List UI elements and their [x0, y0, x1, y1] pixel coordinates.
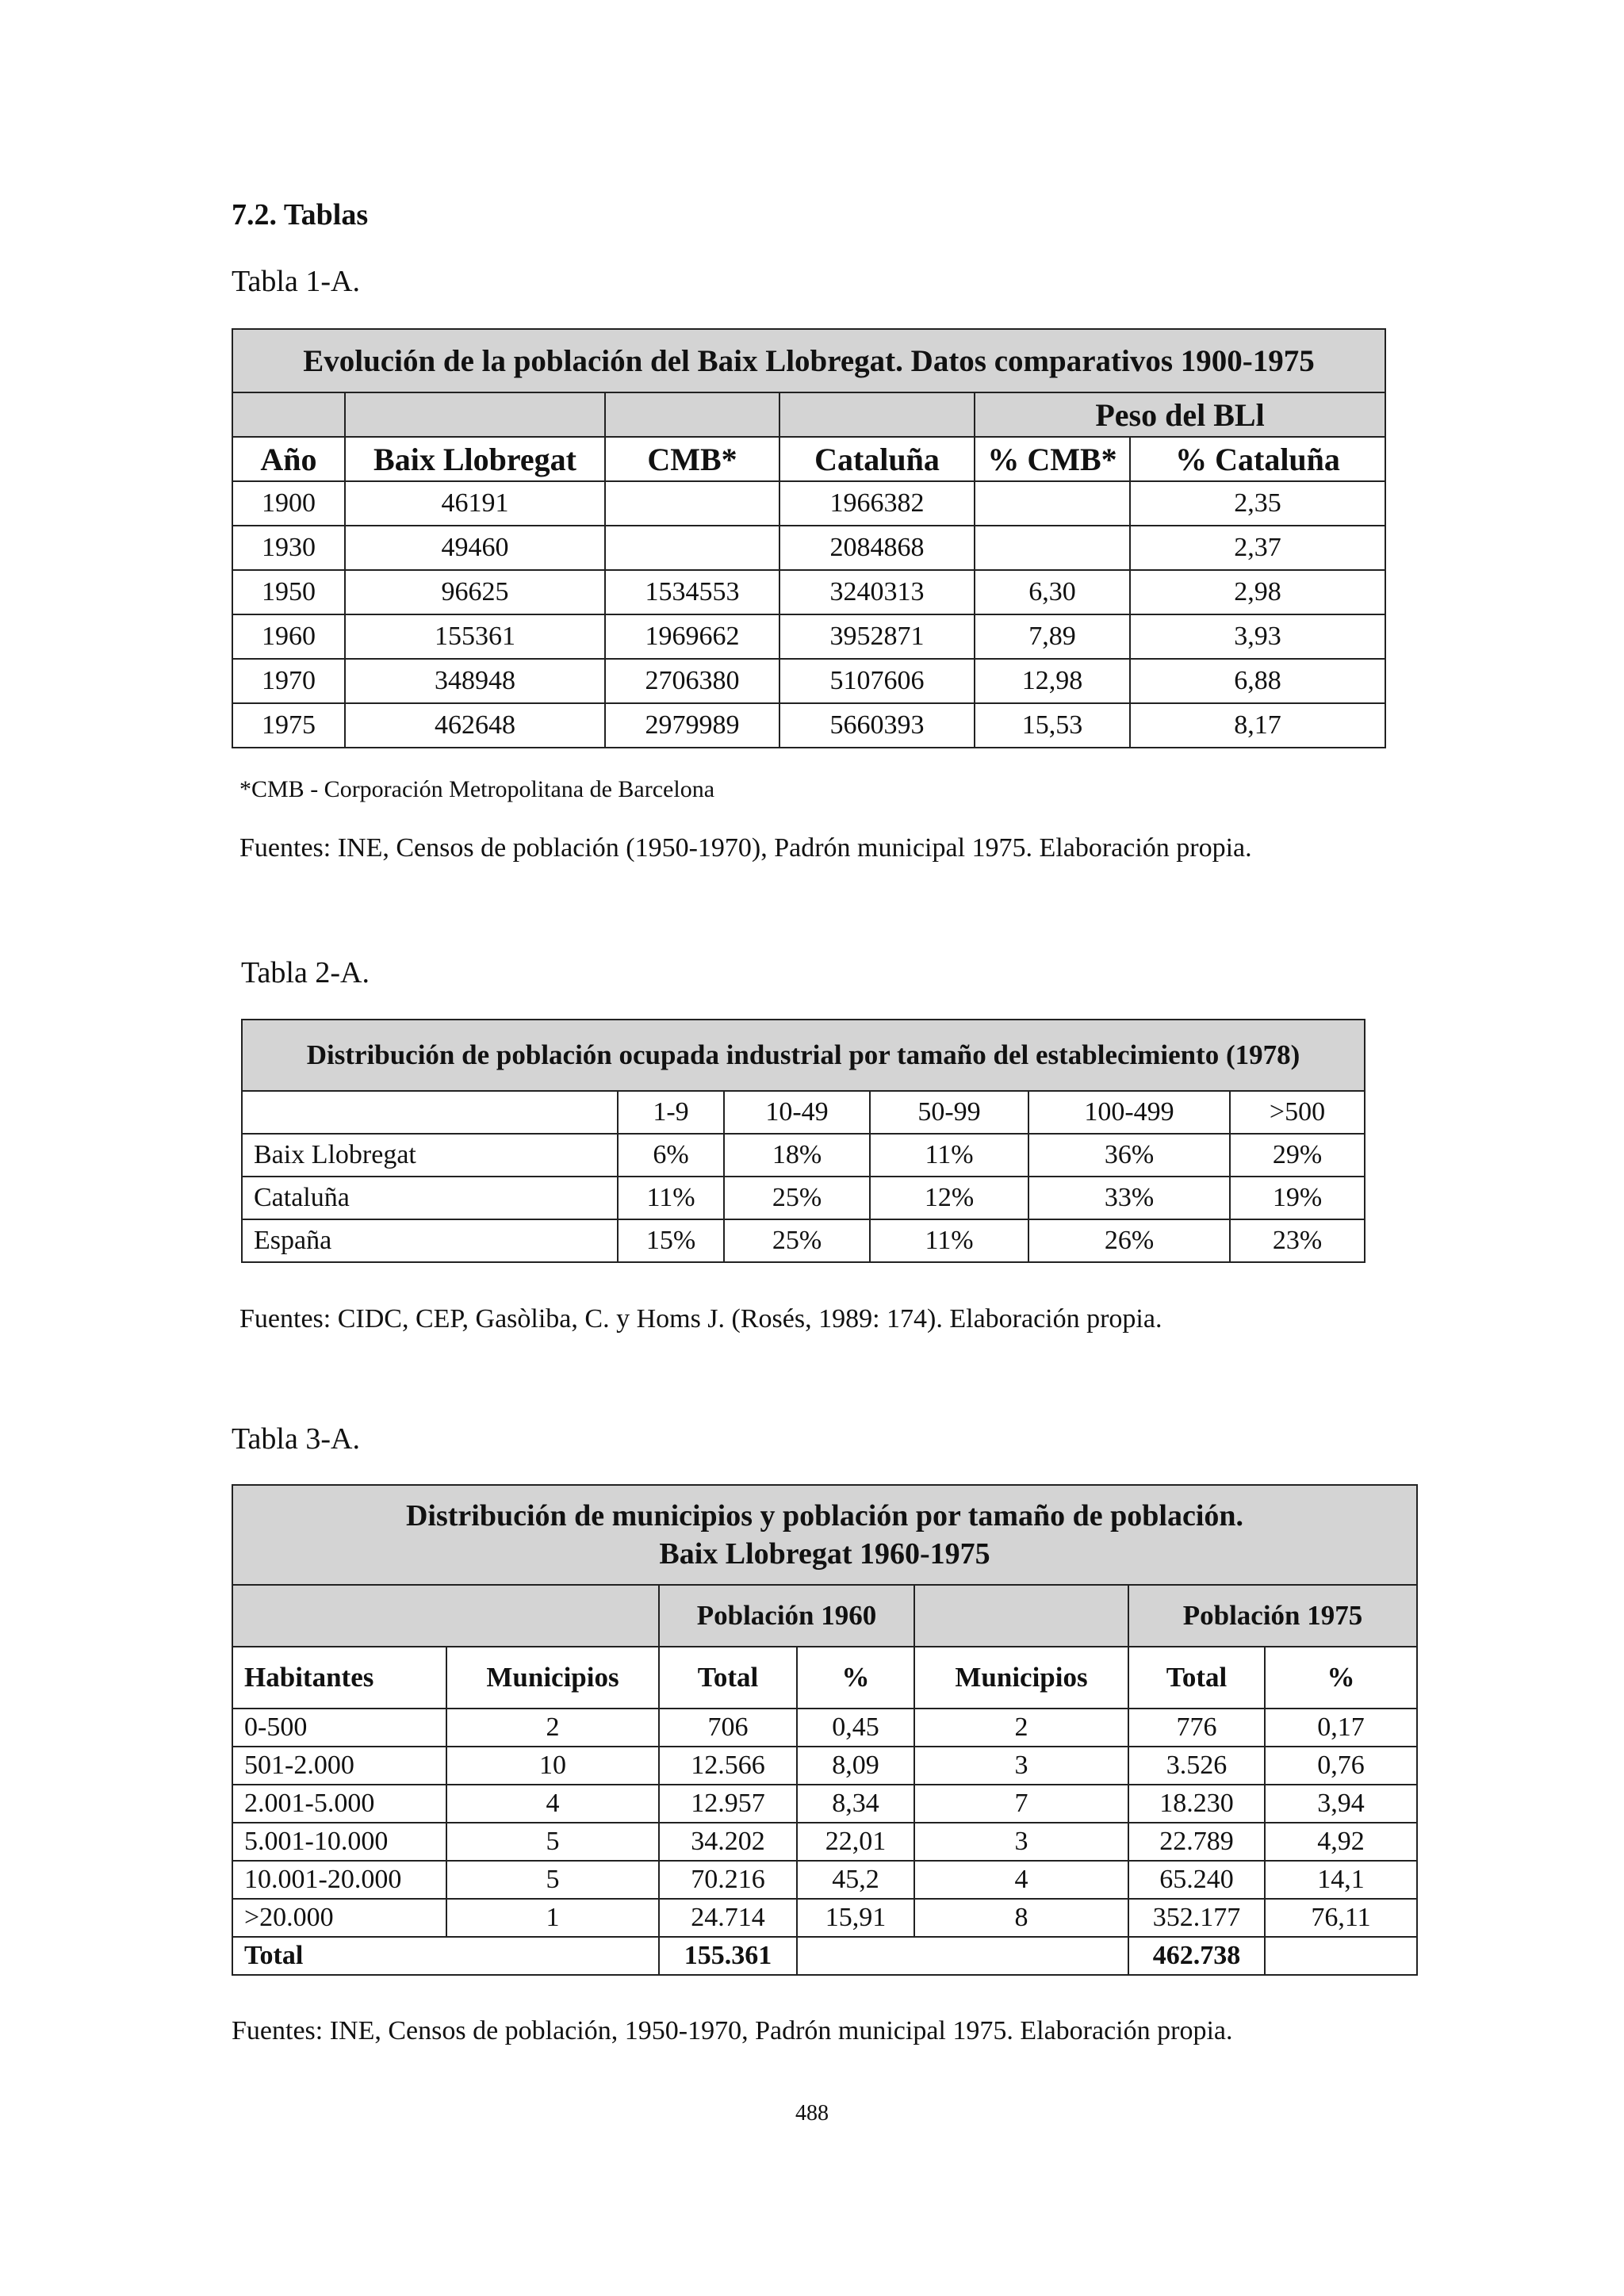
table-cell: 22,01 — [797, 1823, 914, 1861]
table3-group-1975: Población 1975 — [1128, 1585, 1417, 1647]
table-cell: 11% — [870, 1219, 1028, 1262]
table-cell: 348948 — [345, 659, 605, 703]
table1-column-header: Cataluña — [779, 437, 975, 481]
table1-header-empty — [779, 392, 975, 437]
table-cell: 0,76 — [1265, 1747, 1417, 1785]
table-cell — [975, 481, 1130, 526]
table-row-label: 2.001-5.000 — [232, 1785, 446, 1823]
table-cell: 22.789 — [1128, 1823, 1265, 1861]
table-cell: 5660393 — [779, 703, 975, 748]
table3-column-header: Municipios — [446, 1647, 659, 1709]
table-row-label: 0-500 — [232, 1709, 446, 1747]
table2-header-empty — [242, 1091, 618, 1134]
table-cell: 12.957 — [659, 1785, 797, 1823]
table3-caption-line1: Distribución de municipios y población por tamaño de población. — [405, 1499, 1244, 1533]
table-cell: 1950 — [232, 570, 345, 614]
table-cell: 2,98 — [1130, 570, 1385, 614]
table-total-row — [232, 1937, 1417, 1975]
table1-column-header: Año — [232, 437, 345, 481]
page-number: 488 — [795, 2101, 829, 2126]
table-row-label: España — [242, 1219, 618, 1262]
table-row-label: 5.001-10.000 — [232, 1823, 446, 1861]
table-cell: 46191 — [345, 481, 605, 526]
table-cell: 18% — [724, 1134, 870, 1177]
table-cell: 70.216 — [659, 1861, 797, 1899]
table-cell: 1975 — [232, 703, 345, 748]
table-row-label: Baix Llobregat — [242, 1134, 618, 1177]
table-row-label: 501-2.000 — [232, 1747, 446, 1785]
table-cell: 49460 — [345, 526, 605, 570]
table-row — [232, 1899, 1417, 1937]
table-cell: 7 — [914, 1785, 1128, 1823]
table1-caption: Evolución de la población del Baix Llobregat. Datos comparativos 1900-1975 — [232, 329, 1385, 392]
table-row-label: >20.000 — [232, 1899, 446, 1937]
table-cell: 18.230 — [1128, 1785, 1265, 1823]
table-cell: 1534553 — [605, 570, 779, 614]
table-cell: 3 — [914, 1747, 1128, 1785]
table3-column-header: Total — [1128, 1647, 1265, 1709]
table-cell: 3952871 — [779, 614, 975, 659]
table-cell: 6,30 — [975, 570, 1130, 614]
table3-column-header: % — [1265, 1647, 1417, 1709]
table-cell: 1930 — [232, 526, 345, 570]
table1-note: *CMB - Corporación Metropolitana de Barcelona — [239, 776, 715, 802]
table1-source: Fuentes: INE, Censos de población (1950-1970), Padrón municipal 1975. Elaboración propia. — [239, 833, 1252, 863]
table-row-label: 10.001-20.000 — [232, 1861, 446, 1899]
table-row — [232, 1709, 1417, 1747]
table-row — [242, 1219, 1365, 1262]
table-cell: 76,11 — [1265, 1899, 1417, 1937]
table3-header-empty — [914, 1585, 1128, 1647]
table3-total-empty — [1265, 1937, 1417, 1975]
table2-column-header: >500 — [1230, 1091, 1365, 1134]
table-cell: 8 — [914, 1899, 1128, 1937]
table1-group-header: Peso del BLl — [975, 392, 1385, 437]
table-cell: 4 — [446, 1785, 659, 1823]
table-cell: 5107606 — [779, 659, 975, 703]
table-cell: 36% — [1028, 1134, 1230, 1177]
table2-caption: Distribución de población ocupada industrial por tamaño del establecimiento (1978) — [242, 1020, 1365, 1091]
table-cell: 45,2 — [797, 1861, 914, 1899]
table3-total-1960: 155.361 — [659, 1937, 797, 1975]
table-cell: 15% — [618, 1219, 724, 1262]
table-cell: 19% — [1230, 1177, 1365, 1219]
table-row — [232, 703, 1385, 748]
table1-header-empty — [605, 392, 779, 437]
table-cell: 1 — [446, 1899, 659, 1937]
table-cell: 65.240 — [1128, 1861, 1265, 1899]
table-cell: 11% — [870, 1134, 1028, 1177]
table-cell: 2979989 — [605, 703, 779, 748]
table1 — [232, 328, 1386, 748]
table-row — [242, 1177, 1365, 1219]
table-row — [232, 614, 1385, 659]
table2-column-header: 50-99 — [870, 1091, 1028, 1134]
table3-caption — [232, 1485, 1417, 1585]
table3-caption-line2: Baix Llobregat 1960-1975 — [659, 1537, 990, 1571]
table-cell: 2 — [446, 1709, 659, 1747]
table-cell: 1969662 — [605, 614, 779, 659]
table-cell: 1966382 — [779, 481, 975, 526]
table3-total-empty — [797, 1937, 1128, 1975]
table-cell: 15,53 — [975, 703, 1130, 748]
table-cell: 5 — [446, 1823, 659, 1861]
table2-column-header: 100-499 — [1028, 1091, 1230, 1134]
table-cell: 352.177 — [1128, 1899, 1265, 1937]
table3-label: Tabla 3-A. — [232, 1422, 360, 1456]
table3-total-1975: 462.738 — [1128, 1937, 1265, 1975]
table-cell: 8,17 — [1130, 703, 1385, 748]
table1-column-header: Baix Llobregat — [345, 437, 605, 481]
table-cell: 14,1 — [1265, 1861, 1417, 1899]
table-cell: 2,35 — [1130, 481, 1385, 526]
table1-header-empty — [345, 392, 605, 437]
table3-column-header: Habitantes — [232, 1647, 446, 1709]
table-cell: 1900 — [232, 481, 345, 526]
table-cell: 2,37 — [1130, 526, 1385, 570]
table-cell: 3.526 — [1128, 1747, 1265, 1785]
table-cell: 25% — [724, 1219, 870, 1262]
table-row-label: Cataluña — [242, 1177, 618, 1219]
table-cell: 12,98 — [975, 659, 1130, 703]
table-cell: 26% — [1028, 1219, 1230, 1262]
table-row — [232, 526, 1385, 570]
table-cell: 0,45 — [797, 1709, 914, 1747]
table3-group-1960: Población 1960 — [659, 1585, 914, 1647]
table-row — [232, 1823, 1417, 1861]
table-cell: 776 — [1128, 1709, 1265, 1747]
table2-column-header: 1-9 — [618, 1091, 724, 1134]
table-cell: 0,17 — [1265, 1709, 1417, 1747]
table-row — [232, 481, 1385, 526]
table1-column-header: CMB* — [605, 437, 779, 481]
table1-header-empty — [232, 392, 345, 437]
table-cell: 3 — [914, 1823, 1128, 1861]
table-cell: 6% — [618, 1134, 724, 1177]
table-row — [242, 1134, 1365, 1177]
table2-source: Fuentes: CIDC, CEP, Gasòliba, C. y Homs J. (Rosés, 1989: 174). Elaboración propia. — [239, 1304, 1162, 1334]
table-cell: 11% — [618, 1177, 724, 1219]
table-cell: 155361 — [345, 614, 605, 659]
table-row — [232, 659, 1385, 703]
table1-label: Tabla 1-A. — [232, 265, 360, 298]
table-cell: 8,34 — [797, 1785, 914, 1823]
table-row — [232, 570, 1385, 614]
table-cell: 12% — [870, 1177, 1028, 1219]
table-cell — [605, 526, 779, 570]
table-cell: 8,09 — [797, 1747, 914, 1785]
table-cell — [605, 481, 779, 526]
table-cell: 96625 — [345, 570, 605, 614]
table3-header-empty — [232, 1585, 659, 1647]
table-cell: 15,91 — [797, 1899, 914, 1937]
table-cell: 462648 — [345, 703, 605, 748]
table3-source: Fuentes: INE, Censos de población, 1950-1970, Padrón municipal 1975. Elaboración propia. — [232, 2016, 1233, 2045]
table-cell: 1970 — [232, 659, 345, 703]
table-cell: 29% — [1230, 1134, 1365, 1177]
table2-label: Tabla 2-A. — [241, 956, 370, 989]
table3-column-header: Municipios — [914, 1647, 1128, 1709]
table2-column-header: 10-49 — [724, 1091, 870, 1134]
table-cell: 2084868 — [779, 526, 975, 570]
table3-column-header: Total — [659, 1647, 797, 1709]
table2 — [241, 1019, 1365, 1263]
table-cell: 4 — [914, 1861, 1128, 1899]
table3 — [232, 1484, 1418, 1976]
table1-column-header: % Cataluña — [1130, 437, 1385, 481]
table-cell: 10 — [446, 1747, 659, 1785]
table-cell: 706 — [659, 1709, 797, 1747]
table-cell: 3240313 — [779, 570, 975, 614]
table-row — [232, 1785, 1417, 1823]
table1-column-header: % CMB* — [975, 437, 1130, 481]
table-cell: 5 — [446, 1861, 659, 1899]
table-cell: 1960 — [232, 614, 345, 659]
table-row — [232, 1747, 1417, 1785]
table-cell: 23% — [1230, 1219, 1365, 1262]
table-cell: 2706380 — [605, 659, 779, 703]
table-cell: 34.202 — [659, 1823, 797, 1861]
table-row — [232, 1861, 1417, 1899]
table-cell: 12.566 — [659, 1747, 797, 1785]
table-cell: 7,89 — [975, 614, 1130, 659]
table3-total-label: Total — [232, 1937, 659, 1975]
table-cell: 25% — [724, 1177, 870, 1219]
table-cell: 3,94 — [1265, 1785, 1417, 1823]
table-cell — [975, 526, 1130, 570]
table-cell: 33% — [1028, 1177, 1230, 1219]
table-cell: 4,92 — [1265, 1823, 1417, 1861]
table-cell: 24.714 — [659, 1899, 797, 1937]
table3-column-header: % — [797, 1647, 914, 1709]
table-cell: 6,88 — [1130, 659, 1385, 703]
section-title: 7.2. Tablas — [232, 198, 369, 232]
table-cell: 3,93 — [1130, 614, 1385, 659]
table-cell: 2 — [914, 1709, 1128, 1747]
